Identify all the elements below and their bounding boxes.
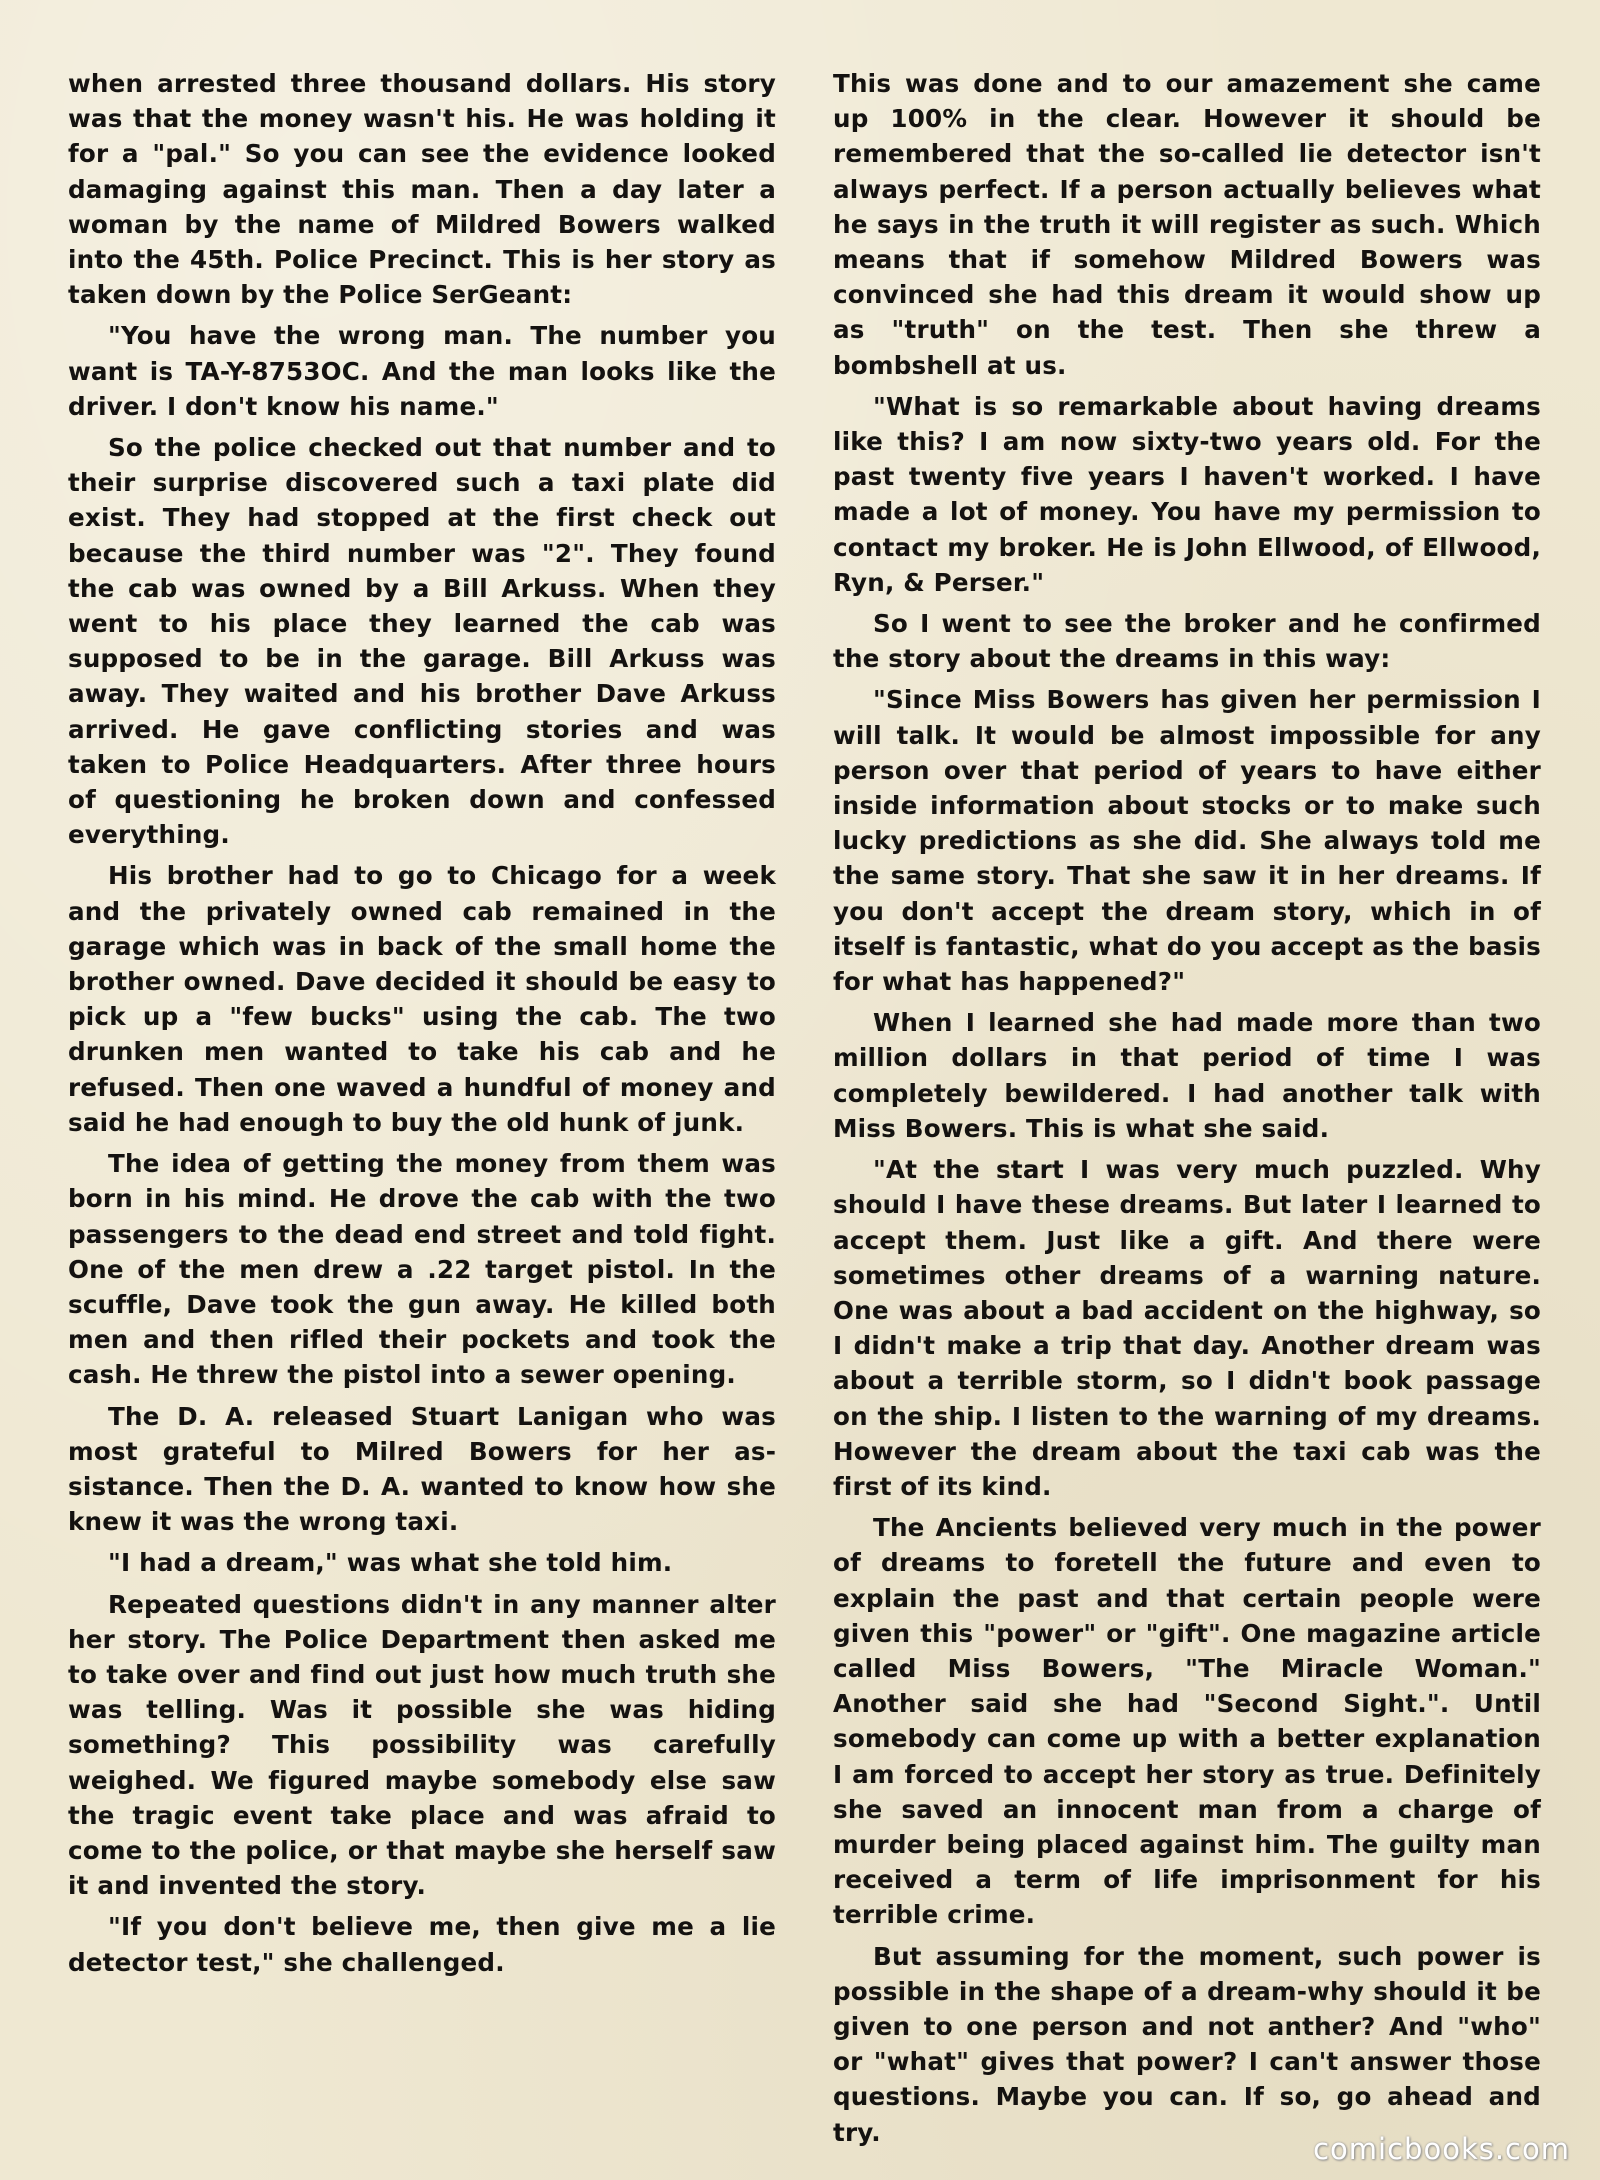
paragraph: Repeated questions didn't in any manner alter her story. The Police Department then asked me to take over and find out just how much truth she was telling. Was it possible she was hiding something? This possibility was carefully weighed. We figured maybe somebody else saw the tragic event take place and was afraid to come to the police, or that maybe she herself saw it and invented the story. (68, 1589, 776, 1901)
paragraph: "At the start I was very much puzzled. Why should I have these dreams. But later I learned to accept them. Just like a gift. And there were sometimes other dreams of a warning nature. One was about a bad accident on the highway, so I didn't make a trip that day. Another dream was about a terrible storm, so I didn't book passage on the ship. I listen to the warning of my dreams. However the dream about the taxi cab was the first of its kind. (833, 1155, 1541, 1501)
paragraph: So I went to see the broker and he confirmed the story about the dreams in this way: (833, 609, 1541, 674)
left-column (68, 66, 776, 1986)
paragraph: The idea of getting the money from them was born in his mind. He drove the cab with the two passengers to the dead end street and told fight. One of the men drew a .22 target pistol. In the scuffle, Dave took the gun away. He killed both men and then rifled their pockets and took the cash. He threw the pistol into a sewer opening. (68, 1149, 776, 1390)
paragraph: "I had a dream," was what she told him. (108, 1548, 673, 1578)
paragraph: The D. A. released Stuart Lanigan who was most grateful to Milred Bowers for her assistance. Then the D. A. wanted to know how she knew it was the wrong taxi. (68, 1401, 776, 1537)
paragraph: When I learned she had made more than two million dollars in that period of time I was completely bewildered. I had another talk with Miss Bowers. This is what she said. (833, 1008, 1541, 1143)
paragraph: So the police checked out that number and to their surprise discovered such a taxi plate did exist. They had stopped at the first check out because the third number was "2". They found the cab was owned by a Bill Arkuss. When they went to his place they learned the cab was supposed to be in the garage. Bill Arkuss was away. They waited and his brother Dave Arkuss arrived. He gave conflicting stories and was taken to Police Headquarters. After three hours of questioning he broken down and confessed everything. (68, 433, 776, 850)
paragraph: But assuming for the moment, such power is possible in the shape of a dream-why should it be given to one person and not anther? And "who" or "what" gives that power? I can't answer those questions. Maybe you can. If so, go ahead and try. (833, 1941, 1541, 2147)
paragraph: The Ancients believed very much in the power of dreams to foretell the future and even to explain the past and that certain people were given this "power" or "gift". One magazine article called Miss Bowers, "The Miracle Woman." Another said she had "Second Sight.". Until somebody can come up with a better explanation I am forced to accept her story as true. Definitely she saved an innocent man from a charge of murder being placed against him. The guilty man received a term of life imprisonment for his terrible crime. (833, 1513, 1541, 1930)
paragraph: His brother had to go to Chicago for a week and the privately owned cab remained in the garage which was in back of the small home the brother owned. Dave decided it should be easy to pick up a "few bucks" using the cab. The two drunken men wanted to take his cab and he refused. Then one waved a hundful of money and said he had enough to buy the old hunk of junk. (68, 861, 776, 1137)
paragraph: "What is so remarkable about having dreams like this? I am now sixty-two years old. For the past twenty five years I haven't worked. I have made a lot of money. You have my permission to contact my broker. He is John Ellwood, of Ellwood, Ryn, & Perser." (833, 391, 1541, 597)
watermark: comicbooks.com (1313, 2132, 1570, 2166)
paragraph: "Since Miss Bowers has given her permission I will talk. It would be almost impossible for any person over that period of years to have either inside information about stocks or to make such lucky predictions as she did. She always told me the same story. That she saw it in her dreams. If you don't accept the dream story, which in of itself is fantastic, what do you accept as the basis for what has happened?" (833, 685, 1541, 997)
paragraph: This was done and to our amazement she came up 100% in the clear. However it should be remembered that the so-called lie detector isn't always perfect. If a person actually believes what he says in the truth it will register as such. Which means that if somehow Mildred Bowers was convinced she had this dream it would show up as "truth" on the test. Then she threw a bombshell at us. (833, 69, 1541, 380)
paragraph: when arrested three thousand dollars. His story was that the money wasn't his. He was holding it for a "pal." So you can see the evidence looked damaging against this man. Then a day later a woman by the name of Mildred Bowers walked into the 45th. Police Precinct. This is her story as taken down by the Police SerGeant: (68, 69, 776, 310)
paragraph: "If you don't believe me, then give me a lie detector test," she challenged. (68, 1912, 776, 1977)
paragraph: "You have the wrong man. The number you want is TA-Y-8753OC. And the man looks like the driver. I don't know his name." (68, 321, 776, 421)
right-column (833, 66, 1541, 2156)
